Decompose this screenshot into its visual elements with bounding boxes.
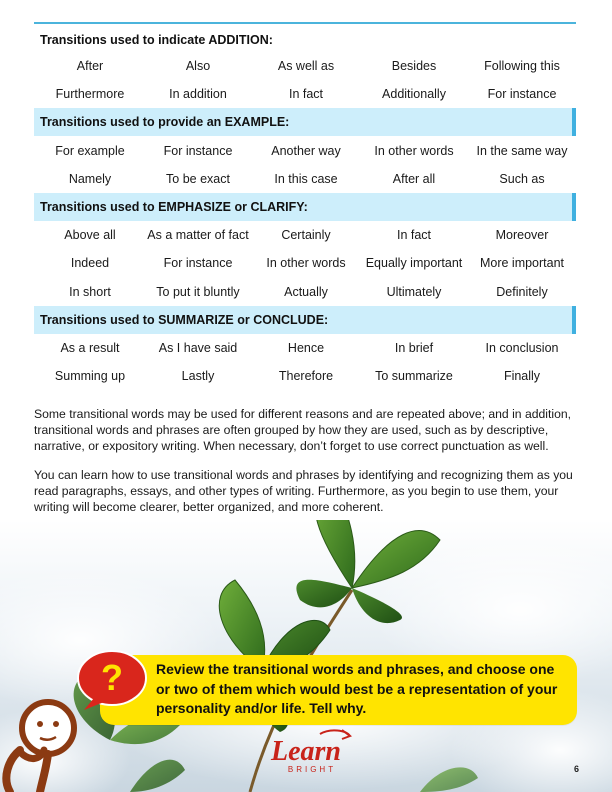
table-row — [36, 338, 576, 358]
logo-sub: BRIGHT — [287, 765, 337, 774]
table-cell: In the same way — [476, 144, 568, 158]
section-heading-addition: Transitions used to indicate ADDITION: — [40, 33, 273, 47]
table-cell: Lastly — [181, 369, 215, 383]
table-cell: In this case — [274, 172, 338, 186]
table-cell: Finally — [503, 369, 541, 383]
question-mark: ? — [101, 657, 123, 698]
body-paragraph: Some transitional words may be used for different reasons and are repeated above; and in addition, transitional words and phrases are often grouped by how they are used, such as by descriptive, narrative, or expository writing. When necessary, don’t forget to use correct punctuation as well. — [34, 407, 572, 454]
section-heading-summarize: Transitions used to SUMMARIZE or CONCLUDE: — [34, 306, 576, 334]
table-cell: Equally important — [365, 256, 463, 270]
reflection-callout — [100, 655, 577, 725]
table-row — [36, 84, 576, 104]
table-cell: To summarize — [375, 369, 453, 383]
page-number: 6 — [574, 764, 580, 774]
thinking-figure-icon — [0, 690, 95, 792]
table-cell: Actually — [284, 285, 328, 299]
table-cell: Furthermore — [55, 87, 125, 101]
table-cell: Additionally — [382, 87, 446, 101]
table-cell: Besides — [391, 59, 437, 73]
table-cell: Therefore — [278, 369, 334, 383]
table-cell: For instance — [163, 144, 233, 158]
table-cell: Moreover — [495, 228, 549, 242]
table-cell: As I have said — [158, 341, 238, 355]
table-row — [36, 366, 576, 386]
table-cell: Certainly — [281, 228, 331, 242]
section-heading-emphasize: Transitions used to EMPHASIZE or CLARIFY: — [34, 193, 576, 221]
table-cell: More important — [479, 256, 565, 270]
section-heading-example: Transitions used to provide an EXAMPLE: — [34, 108, 576, 136]
table-cell: In fact — [396, 228, 432, 242]
table-cell: Definitely — [496, 285, 548, 299]
table-row — [36, 141, 576, 161]
table-cell: For instance — [163, 256, 233, 270]
logo-word: Learn — [271, 736, 341, 767]
table-cell: As a matter of fact — [147, 228, 249, 242]
table-cell: In other words — [266, 256, 346, 270]
table-cell: After all — [392, 172, 436, 186]
table-row — [36, 282, 576, 302]
table-cell: Another way — [271, 144, 341, 158]
table-cell: In conclusion — [485, 341, 559, 355]
table-cell: Indeed — [70, 256, 110, 270]
table-cell: As a result — [60, 341, 120, 355]
body-paragraph: You can learn how to use transitional words and phrases by identifying and recognizing them as you read paragraphs, essays, and other types of writing. Furthermore, as you begin to use them, your writing will become clearer, better organized, and more coherent. — [34, 468, 573, 515]
table-cell: In fact — [288, 87, 324, 101]
table-row — [36, 253, 576, 273]
table-cell: In short — [69, 285, 111, 299]
table-row — [36, 225, 576, 245]
table-cell: Such as — [499, 172, 545, 186]
table-cell: Namely — [68, 172, 112, 186]
table-cell: As well as — [277, 59, 335, 73]
table-cell: Ultimately — [386, 285, 442, 299]
table-row — [36, 56, 576, 76]
table-cell: To be exact — [166, 172, 230, 186]
table-cell: Above all — [64, 228, 116, 242]
table-cell: In addition — [169, 87, 227, 101]
table-row — [36, 169, 576, 189]
table-cell: In other words — [374, 144, 454, 158]
reflection-prompt: Review the transitional words and phrases, and choose one or two of them which would best be a representation of your personality and/or life. Tell why. — [156, 661, 558, 716]
table-cell: In brief — [394, 341, 434, 355]
table-cell: Hence — [287, 341, 325, 355]
learn-bright-logo — [250, 728, 362, 780]
table-cell: For example — [55, 144, 125, 158]
table-cell: Summing up — [54, 369, 126, 383]
table-cell: Also — [185, 59, 211, 73]
table-cell: For instance — [487, 87, 557, 101]
table-cell: After — [76, 59, 104, 73]
table-cell: To put it bluntly — [156, 285, 240, 299]
table-cell: Following this — [484, 59, 560, 73]
top-rule — [34, 22, 576, 24]
